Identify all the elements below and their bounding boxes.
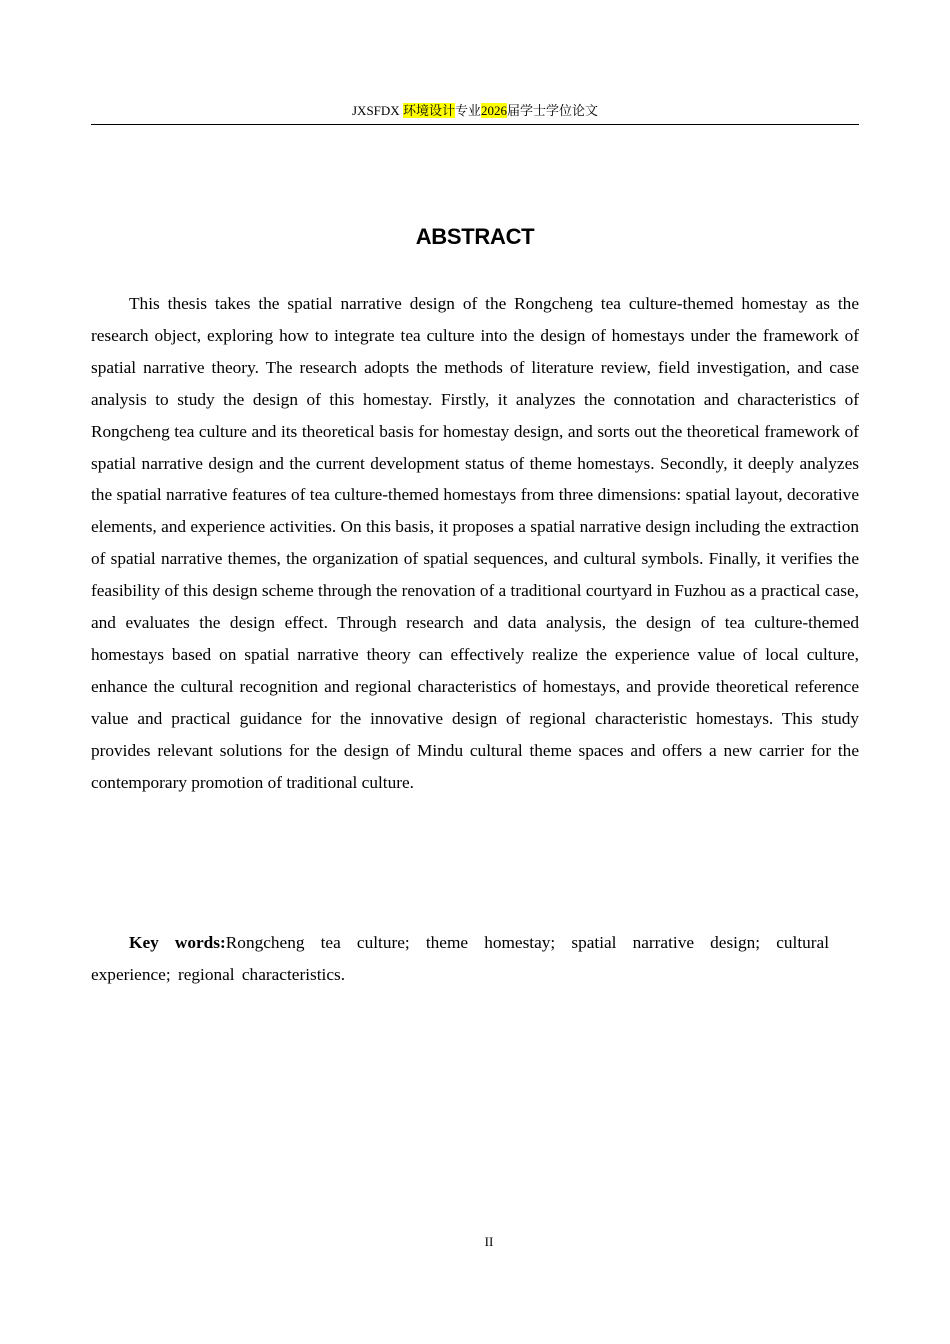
keywords-text: Rongcheng tea culture; theme homestay; spatial narrative design; cultural experience; regional characteristics.	[91, 933, 829, 984]
page-number: II	[484, 1234, 494, 1249]
header-rule	[91, 124, 859, 125]
header-year-highlight: 2026	[480, 103, 507, 118]
header-suffix: 届学士学位论文	[506, 103, 598, 118]
page-title: ABSTRACT	[415, 224, 535, 249]
header-major-highlight: 环境设计	[402, 103, 455, 118]
header-middle: 专业	[454, 103, 481, 118]
running-header	[91, 102, 859, 120]
keywords-paragraph	[91, 927, 829, 991]
keywords-label: Key words:	[129, 933, 226, 952]
header-prefix: JXSFDX	[352, 103, 403, 118]
abstract-body: This thesis takes the spatial narrative design of the Rongcheng tea culture-themed homestay as the research object, exploring how to integrate tea culture into the design of homestays under the framework of spatial narrative theory. The research adopts the methods of literature review, field investigation, and case analysis to study the design of this homestay. Firstly, it analyzes the connotation and characteristics of Rongcheng tea culture and its theoretical basis for homestay design, and sorts out the theoretical framework of spatial narrative design and the current development status of theme homestays. Secondly, it deeply analyzes the spatial narrative features of tea culture-themed homestays from three dimensions: spatial layout, decorative elements, and experience activities. On this basis, it proposes a spatial narrative design including the extraction of spatial narrative themes, the organization of spatial sequences, and cultural symbols. Finally, it verifies the feasibility of this design scheme through the renovation of a traditional courtyard in Fuzhou as a practical case, and evaluates the design effect. Through research and data analysis, the design of tea culture-themed homestays based on spatial narrative theory can effectively realize the experience value of local culture, enhance the cultural recognition and regional characteristics of homestays, and provide theoretical reference value and practical guidance for the innovative design of regional characteristic homestays. This study provides relevant solutions for the design of Mindu cultural theme spaces and offers a new carrier for the contemporary promotion of traditional culture.	[91, 294, 859, 792]
